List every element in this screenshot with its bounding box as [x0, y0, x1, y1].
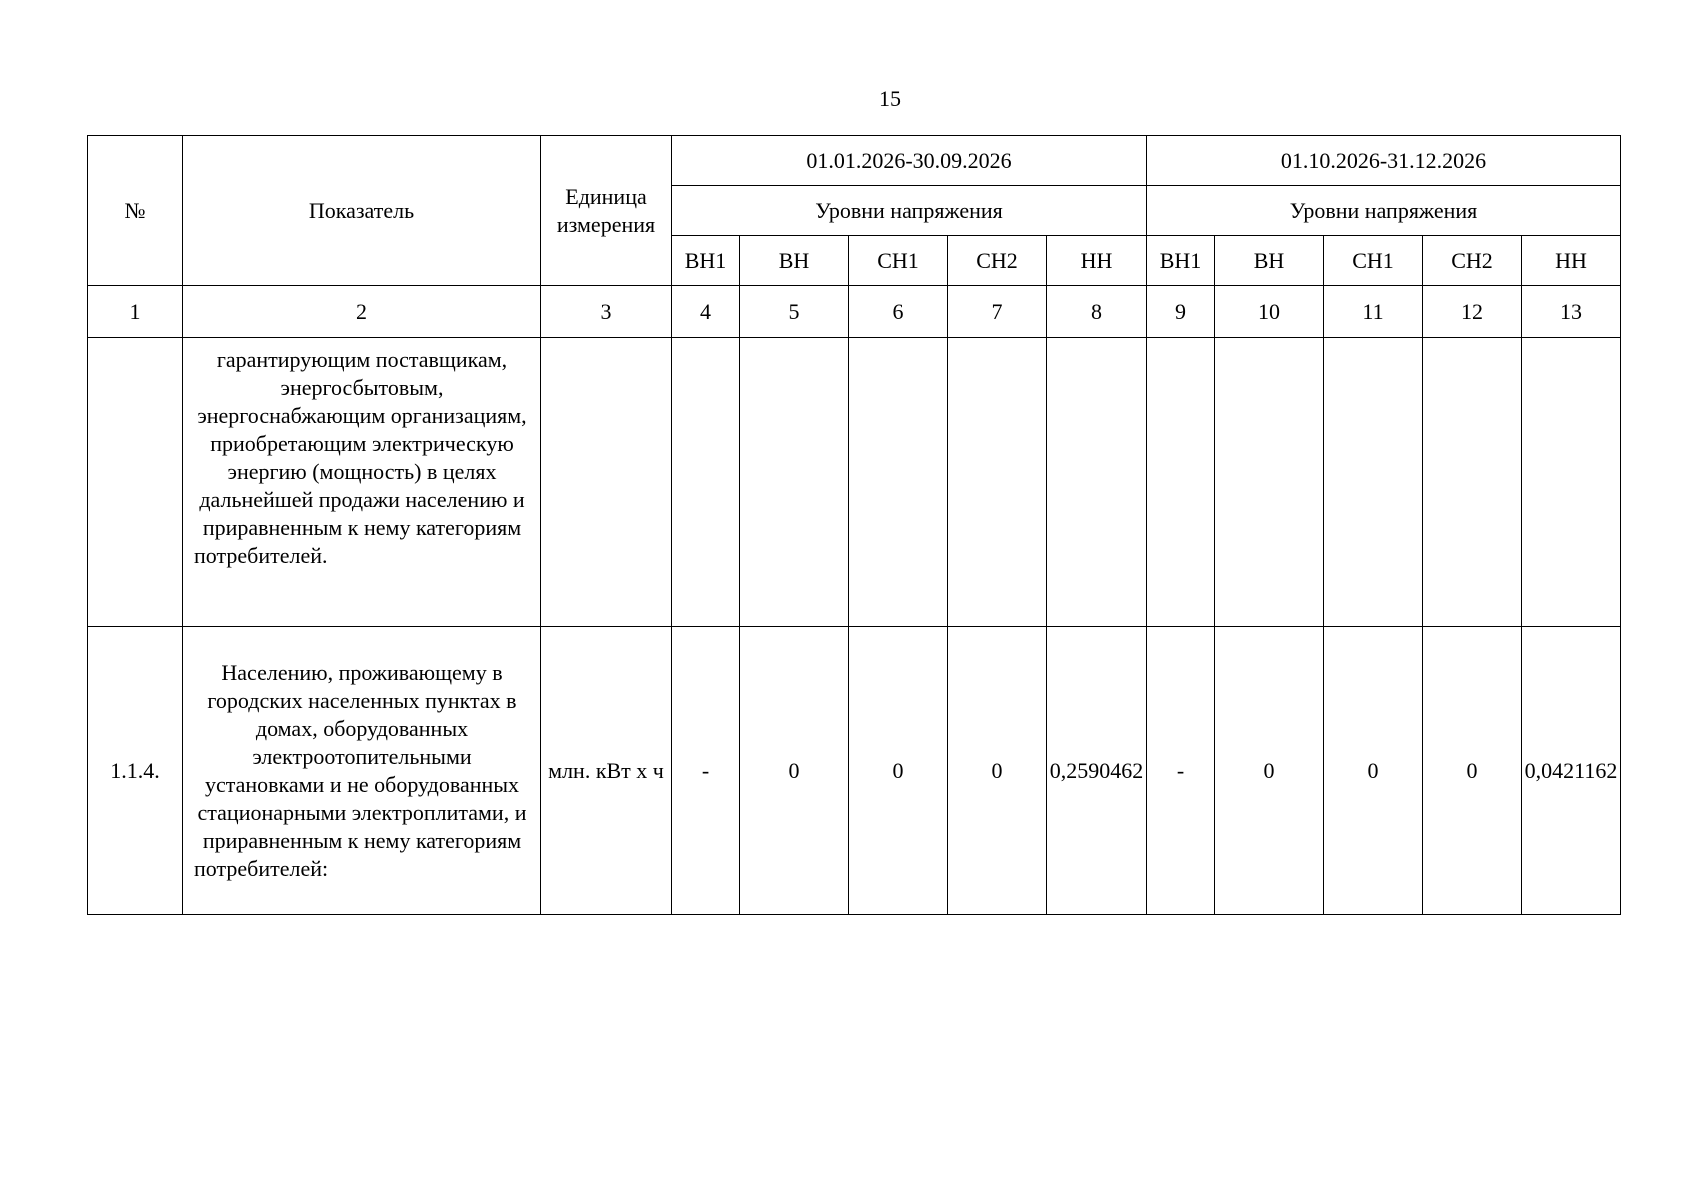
row-unit [541, 338, 672, 627]
level-code: ВН [1215, 236, 1324, 286]
row-unit: млн. кВт х ч [541, 627, 672, 915]
column-number: 11 [1324, 286, 1423, 338]
level-code: СН1 [849, 236, 948, 286]
row-indicator: гарантирующим поставщикам, энергосбытовым, энергоснабжающим организациям, приобретающим электрическую энергию (мощность) в целях дальнейшей продажи населению и приравненным к нему категориям потребителей. [183, 338, 541, 627]
row-value: 0 [740, 627, 849, 915]
column-number: 6 [849, 286, 948, 338]
row-no [88, 338, 183, 627]
header-levels-1: Уровни напряжения [672, 186, 1147, 236]
row-value [1324, 338, 1423, 627]
tariff-table [87, 135, 1621, 915]
column-number: 1 [88, 286, 183, 338]
row-value [849, 338, 948, 627]
row-value [948, 338, 1047, 627]
level-code: НН [1522, 236, 1621, 286]
row-value: - [672, 627, 740, 915]
column-number: 5 [740, 286, 849, 338]
header-levels-2: Уровни напряжения [1147, 186, 1621, 236]
row-value: - [1147, 627, 1215, 915]
column-number: 9 [1147, 286, 1215, 338]
row-no: 1.1.4. [88, 627, 183, 915]
column-number: 12 [1423, 286, 1522, 338]
header-period-2: 01.10.2026-31.12.2026 [1147, 136, 1621, 186]
header-unit: Единица измерения [541, 136, 672, 286]
row-value: 0,2590462 [1047, 627, 1147, 915]
row-value: 0 [1324, 627, 1423, 915]
column-number: 2 [183, 286, 541, 338]
table-row [88, 627, 1621, 915]
level-code: ВН1 [672, 236, 740, 286]
row-value [1047, 338, 1147, 627]
column-number: 8 [1047, 286, 1147, 338]
row-value: 0,0421162 [1522, 627, 1621, 915]
header-row-periods [88, 136, 1621, 186]
table-row [88, 338, 1621, 627]
header-period-1: 01.01.2026-30.09.2026 [672, 136, 1147, 186]
column-number-row [88, 286, 1621, 338]
row-value: 0 [849, 627, 948, 915]
row-value [1215, 338, 1324, 627]
column-number: 13 [1522, 286, 1621, 338]
row-value [672, 338, 740, 627]
row-value: 0 [1215, 627, 1324, 915]
column-number: 3 [541, 286, 672, 338]
column-number: 4 [672, 286, 740, 338]
level-code: СН1 [1324, 236, 1423, 286]
header-indicator: Показатель [183, 136, 541, 286]
level-code: СН2 [1423, 236, 1522, 286]
level-code: ВН1 [1147, 236, 1215, 286]
header-no: № [88, 136, 183, 286]
row-indicator: Населению, проживающему в городских населенных пунктах в домах, оборудованных электроотопительными установками и не оборудованных стационарными электроплитами, и приравненным к нему категориям потребителей: [183, 627, 541, 915]
row-value [1147, 338, 1215, 627]
row-value [740, 338, 849, 627]
level-code: ВН [740, 236, 849, 286]
row-value [1522, 338, 1621, 627]
level-code: СН2 [948, 236, 1047, 286]
level-code: НН [1047, 236, 1147, 286]
column-number: 10 [1215, 286, 1324, 338]
row-value [1423, 338, 1522, 627]
row-value: 0 [948, 627, 1047, 915]
column-number: 7 [948, 286, 1047, 338]
row-value: 0 [1423, 627, 1522, 915]
page-number: 15 [879, 86, 901, 111]
